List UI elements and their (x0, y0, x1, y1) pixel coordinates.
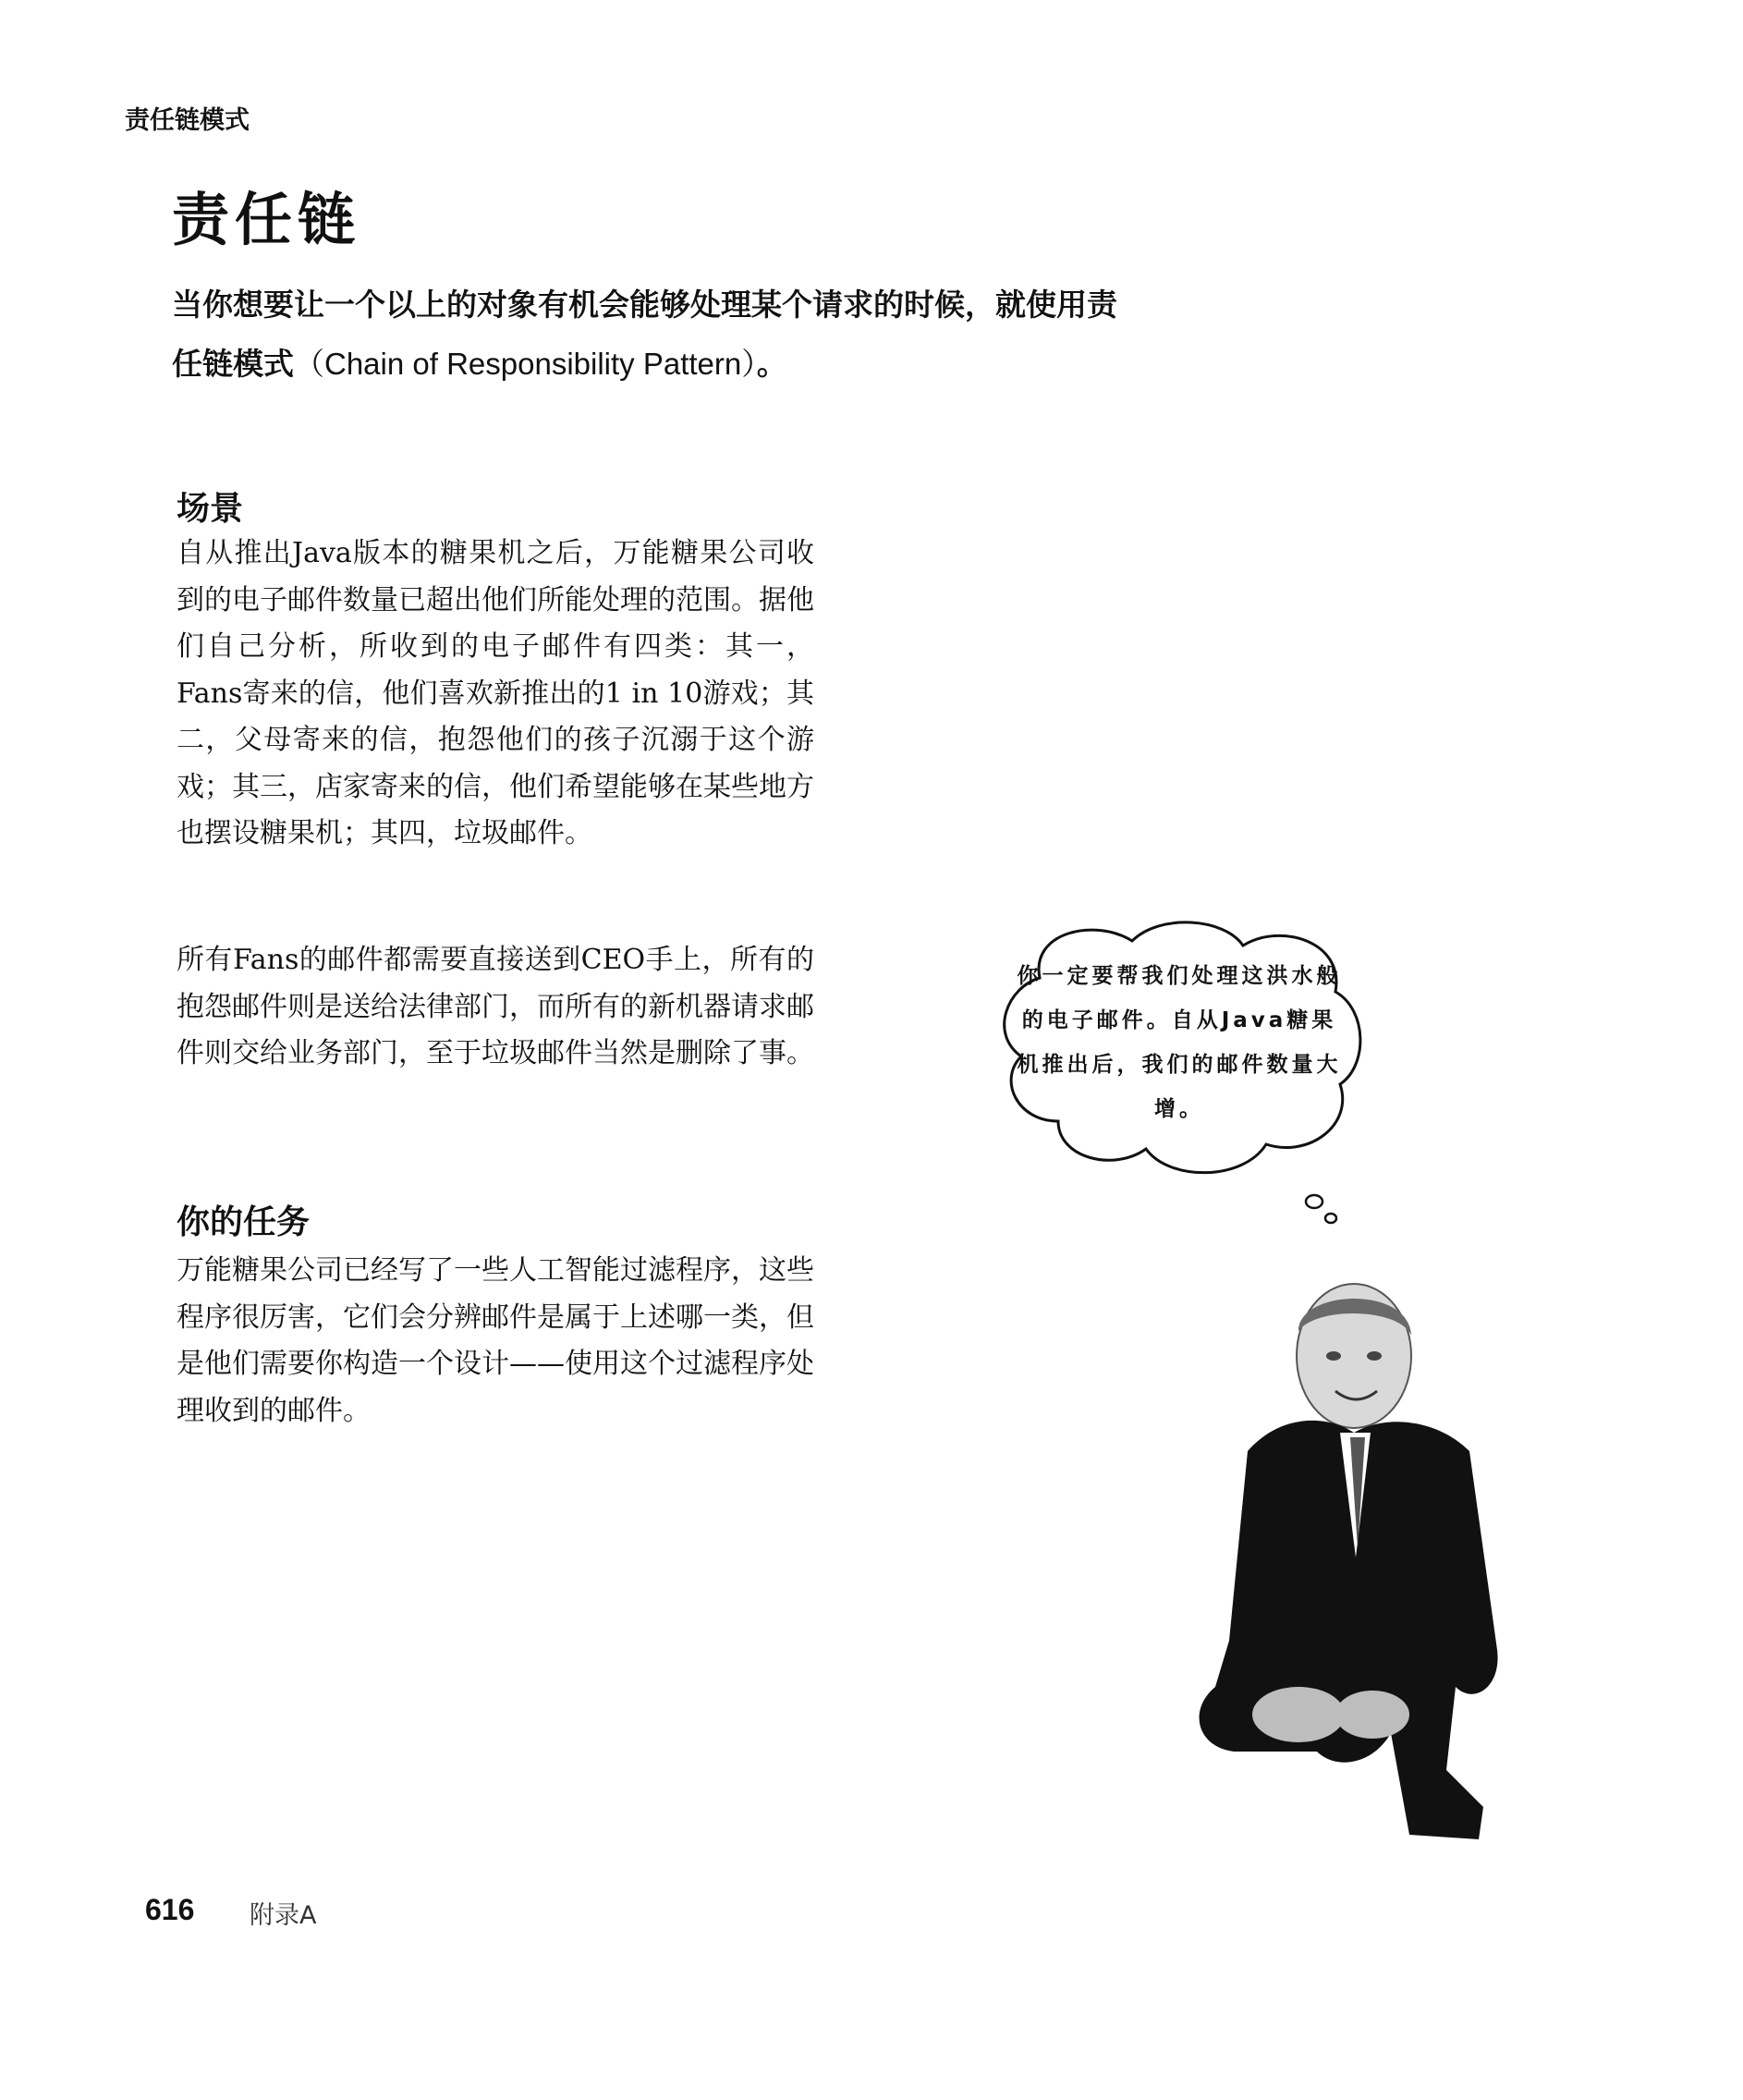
chapter-title: 责任链 (172, 186, 361, 253)
thought-bubble (984, 913, 1372, 1227)
definition-line-1: 当你想要让一个以上的对象有机会能够处理某个请求的时候，就使用责 (172, 287, 1117, 323)
definition-line-2-suffix: 。 (756, 346, 787, 382)
ceo-photo (1160, 1252, 1511, 1844)
page-number: 616 (145, 1893, 195, 1926)
definition-line-2-prefix: 任链模式 (172, 346, 294, 382)
scenario-heading: 场景 (177, 490, 244, 528)
pattern-definition (172, 275, 1318, 394)
thought-bubble-text: 你一定要帮我们处理这洪水般的电子邮件。自从Java糖果机推出后，我们的邮件数量大增。 (1017, 964, 1342, 1121)
task-heading: 你的任务 (177, 1203, 311, 1241)
scenario-paragraph-1: 自从推出Java版本的糖果机之后，万能糖果公司收到的电子邮件数量已超出他们所能处理的范围。据他们自己分析，所收到的电子邮件有四类：其一，Fans寄来的信，他们喜欢新推出的1 in 10游戏；其二，父母寄来的信，抱怨他们的孩子沉溺于这个游戏；其三，店家寄来的信，他们希望能够在某些地方也摆设糖果机；其四，垃圾邮件。 (177, 537, 814, 849)
task-paragraph: 万能糖果公司已经写了一些人工智能过滤程序，这些程序很厉害，它们会分辨邮件是属于上述哪一类，但是他们需要你构造一个设计——使用这个过滤程序处理收到的邮件。 (177, 1254, 814, 1427)
definition-line-2 (172, 335, 1318, 394)
footer-section: 附录A (250, 1901, 317, 1930)
scenario-paragraph-2: 所有Fans的邮件都需要直接送到CEO手上，所有的抱怨邮件则是送给法律部门，而所有的新机器请求邮件则交给业务部门，至于垃圾邮件当然是删除了事。 (177, 944, 814, 1069)
running-header: 责任链模式 (125, 106, 250, 135)
definition-line-2-english: （Chain of Responsibility Pattern） (294, 347, 757, 381)
